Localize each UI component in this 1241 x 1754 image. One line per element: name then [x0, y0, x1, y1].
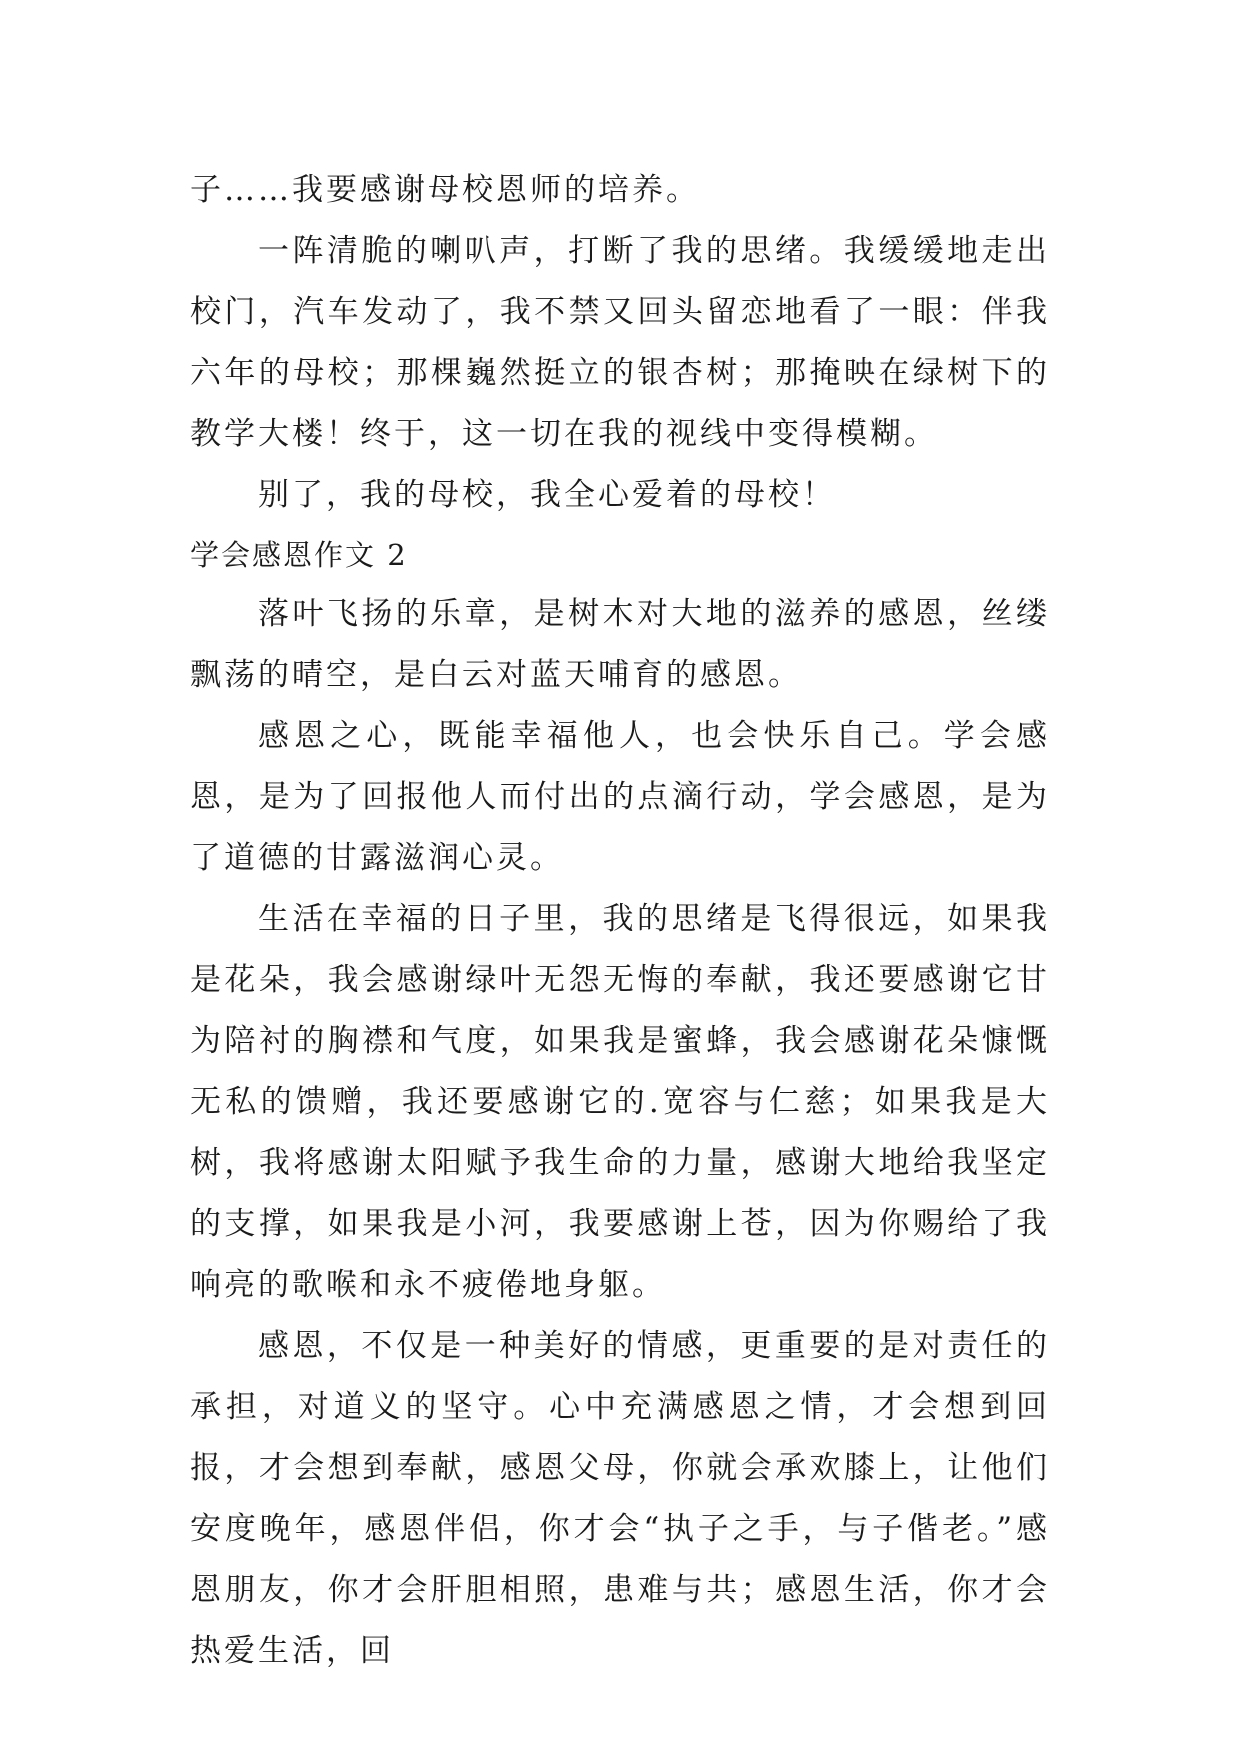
paragraph-responsibility: 感恩，不仅是一种美好的情感，更重要的是对责任的承担，对道义的坚守。心中充满感恩之情，才会想到回报，才会想到奉献，感恩父母，你就会承欢膝上，让他们安度晚年，感恩伴侣，你才会“执子之手，与子偕老。”感恩朋友，你才会肝胆相照，患难与共；感恩生活，你才会热爱生活，回 — [190, 1328, 1050, 1669]
paragraph-farewell: 别了，我的母校，我全心爱着的母校！ — [258, 477, 836, 513]
document-body — [190, 160, 1050, 1682]
paragraph-leaves: 落叶飞扬的乐章，是树木对大地的滋养的感恩，丝缕飘荡的晴空，是白云对蓝天哺育的感恩。 — [190, 596, 1050, 693]
section-title: 学会感恩作文 2 — [190, 538, 408, 572]
paragraph-continuation: 子……我要感谢母校恩师的培养。 — [190, 172, 700, 208]
paragraph-horn: 一阵清脆的喇叭声，打断了我的思绪。我缓缓地走出校门，汽车发动了，我不禁又回头留恋地看了一眼：伴我六年的母校；那棵巍然挺立的银杏树；那掩映在绿树下的教学大楼！终于，这一切在我的视线中变得模糊。 — [190, 233, 1050, 452]
paragraph-happy-days: 生活在幸福的日子里，我的思绪是飞得很远，如果我是花朵，我会感谢绿叶无怨无悔的奉献，我还要感谢它甘为陪衬的胸襟和气度，如果我是蜜蜂，我会感谢花朵慷慨无私的馈赠，我还要感谢它的.宽容与仁慈；如果我是大树，我将感谢太阳赋予我生命的力量，感谢大地给我坚定的支撑，如果我是小河，我要感谢上苍，因为你赐给了我响亮的歌喉和永不疲倦地身躯。 — [190, 901, 1050, 1303]
paragraph-grateful-heart: 感恩之心，既能幸福他人，也会快乐自己。学会感恩，是为了回报他人而付出的点滴行动，学会感恩，是为了道德的甘露滋润心灵。 — [190, 718, 1050, 876]
